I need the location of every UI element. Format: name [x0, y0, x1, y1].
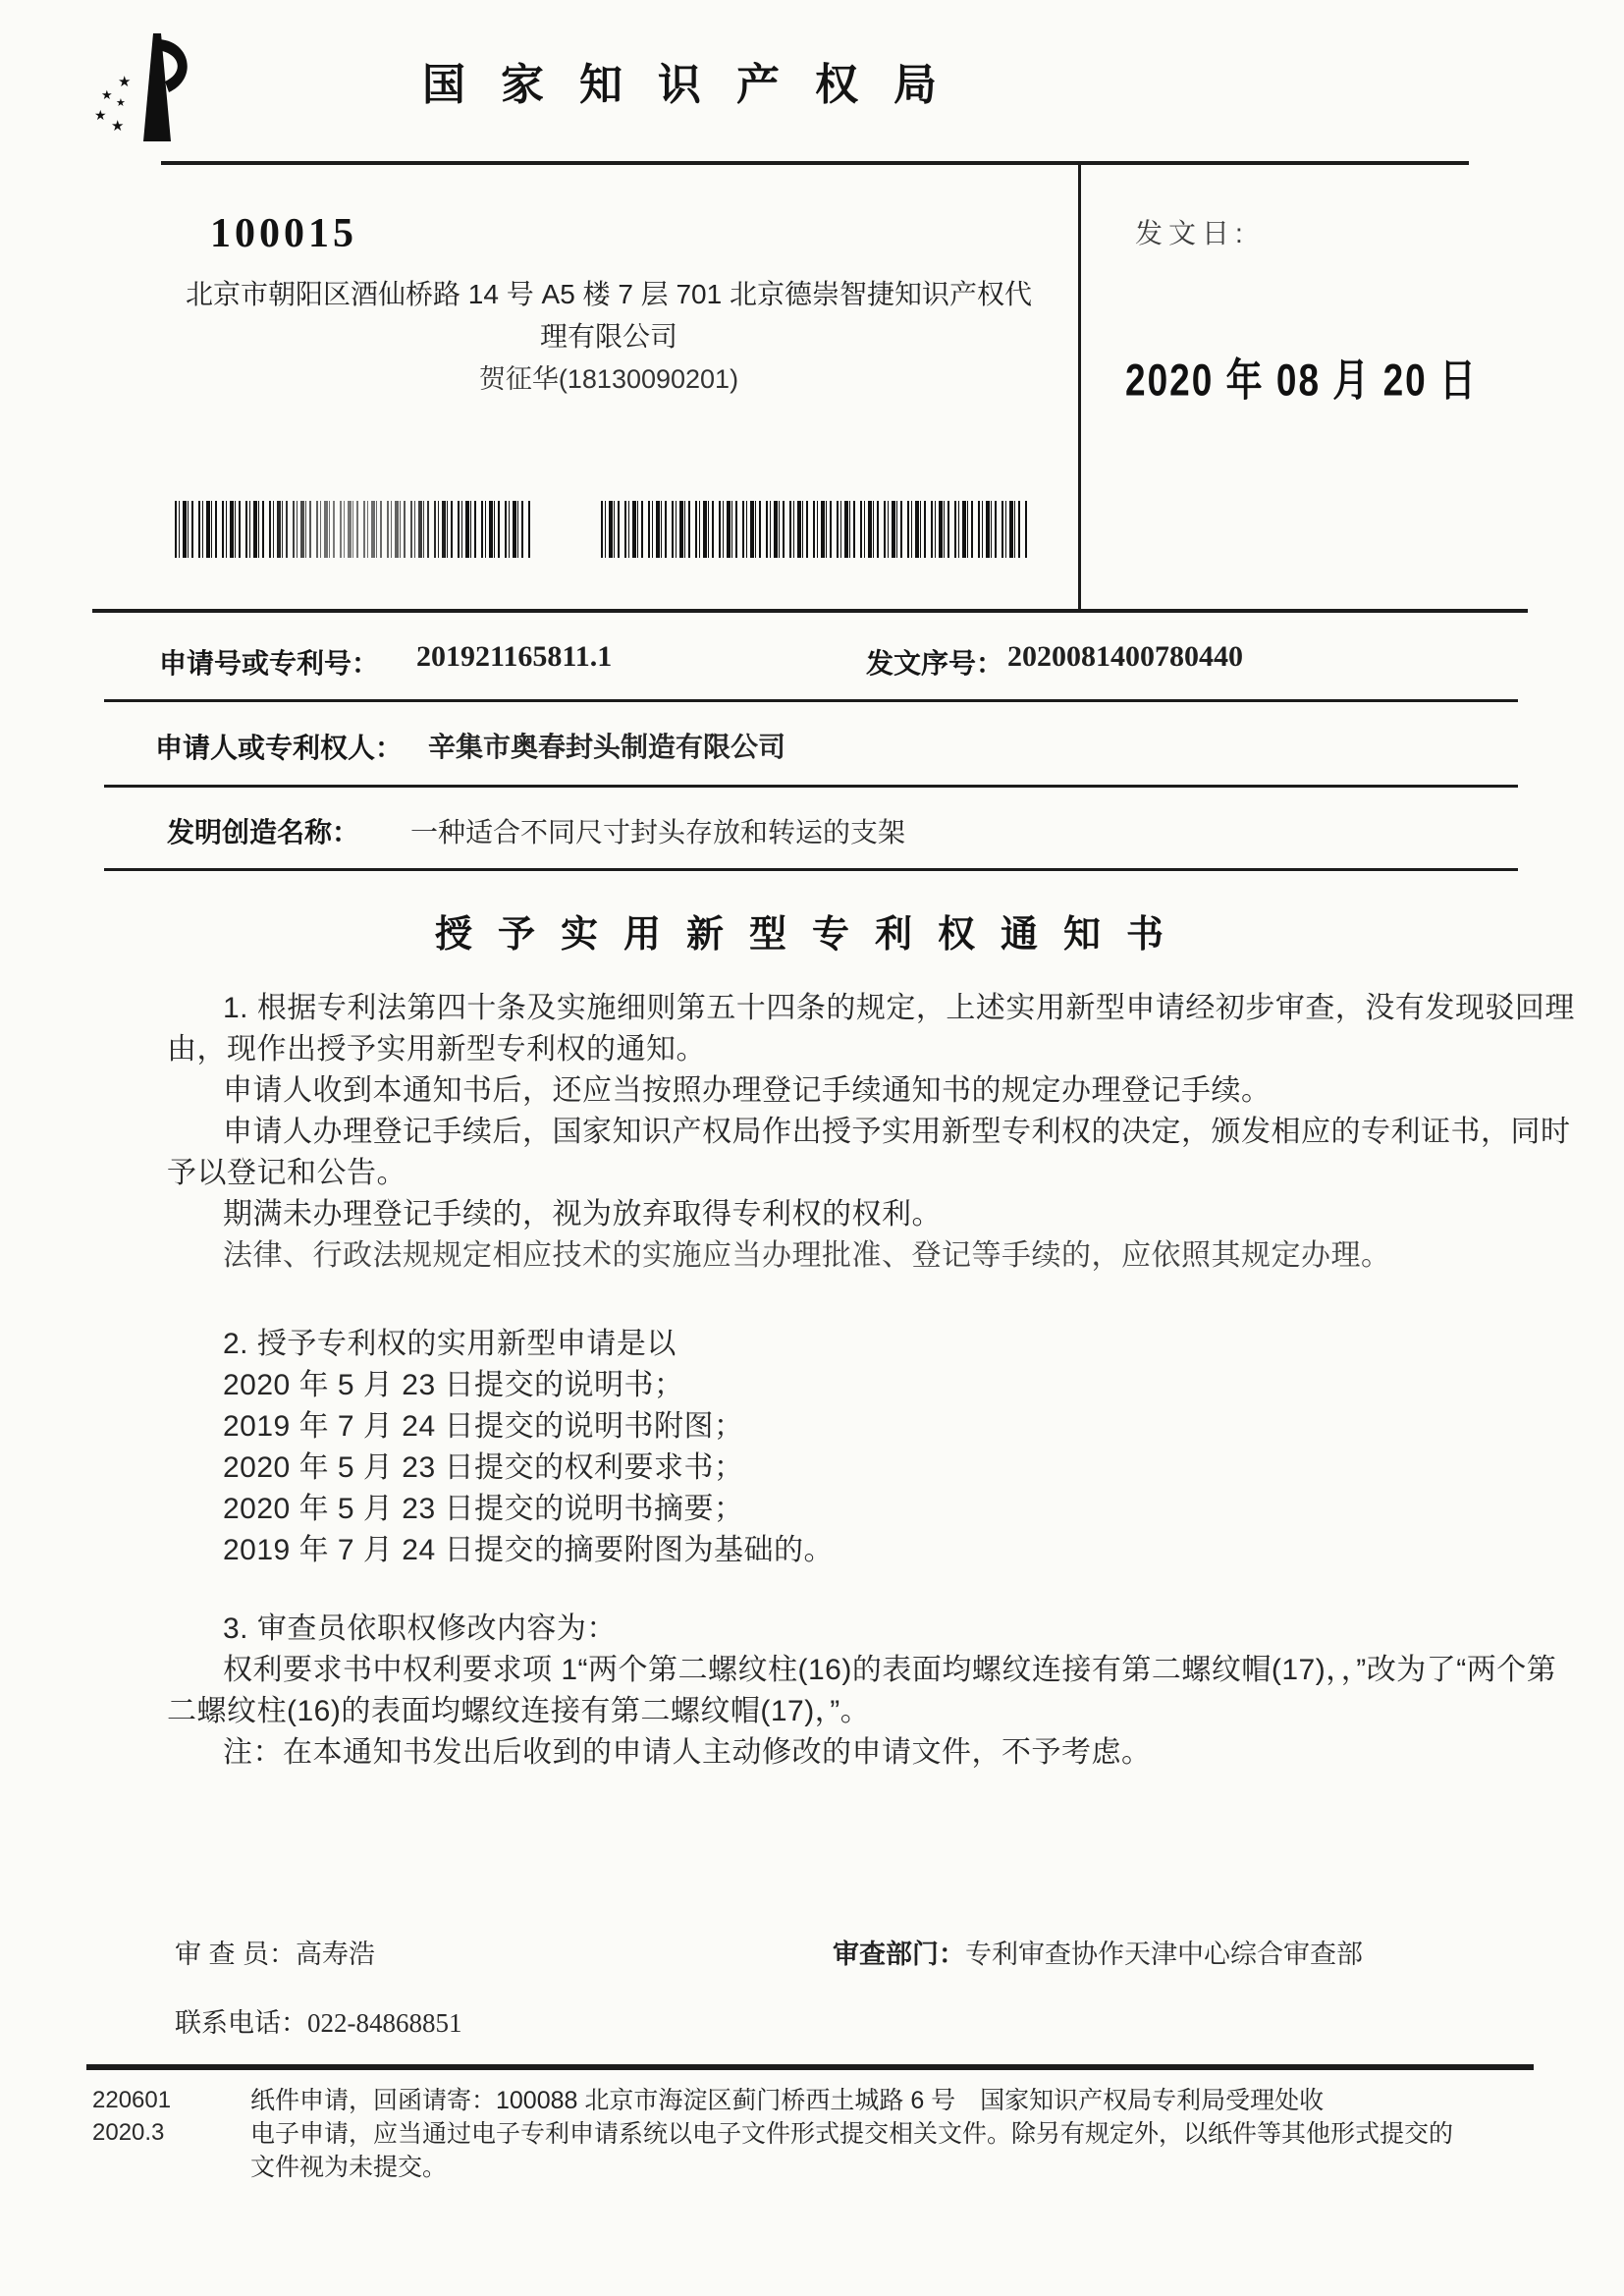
body-line: 期满未办理登记手续的，视为放弃取得专利权的权利。 [223, 1198, 942, 1230]
recipient-line: 贺征华(18130090201) [478, 364, 739, 394]
body-line: 法律、行政法规规定相应技术的实施应当办理批准、登记等手续的，应依照其规定办理。 [223, 1239, 1391, 1272]
footer-code-line: 2020.3 [92, 2119, 165, 2146]
phone-label: 联系电话： [175, 2008, 307, 2038]
invention-title-label: 发明创造名称： [167, 817, 360, 847]
phone-number: 022-84868851 [307, 2008, 462, 2038]
examiner-name: 高寿浩 [296, 1940, 376, 1969]
application-number-label: 申请号或专利号： [159, 648, 380, 679]
header-top-rule [161, 161, 1469, 165]
body-line: 2019 年 7 月 24 日提交的说明书附图； [223, 1410, 744, 1443]
address-line-1: 北京市朝阳区酒仙桥路 14 号 A5 楼 7 层 701 北京德崇智捷知识产权代 [186, 279, 1032, 309]
body-line: 2020 年 5 月 23 日提交的说明书摘要； [223, 1493, 744, 1525]
postal-code: 100015 [210, 211, 357, 256]
examiner-label: 审 查 员： [175, 1940, 297, 1969]
application-number: 201921165811.1 [416, 640, 613, 673]
department-name: 专利审查协作天津中心综合审查部 [965, 1940, 1363, 1969]
footer-note-line: 文件视为未提交。 [250, 2154, 448, 2181]
footer-doc-codes [92, 2084, 171, 2149]
invention-title: 一种适合不同尺寸封头存放和转运的支架 [410, 817, 906, 847]
body-line: 2020 年 5 月 23 日提交的权利要求书； [223, 1451, 744, 1484]
mailing-address [128, 273, 1090, 401]
body-line: 二螺纹柱(16)的表面均螺纹连接有第二螺纹帽(17)，”。 [167, 1695, 871, 1727]
body-line: 1. 根据专利法第四十条及实施细则第五十四条的规定，上述实用新型申请经初步审查，没有发现驳回理 [223, 992, 1575, 1024]
body-line: 予以登记和公告。 [167, 1157, 406, 1189]
body-line: 2020 年 5 月 23 日提交的说明书； [223, 1369, 684, 1401]
phone-row [175, 2001, 462, 2040]
applicant-label: 申请人或专利权人： [155, 733, 404, 763]
body-line: 由，现作出授予实用新型专利权的通知。 [167, 1033, 706, 1066]
row-rule [104, 785, 1518, 788]
footer-note-line: 电子申请，应当通过电子专利申请系统以电子文件形式提交相关文件。除另有规定外，以纸件等其他形式提交的 [250, 2120, 1454, 2148]
star-icon: ★ [101, 87, 113, 102]
agency-title: 国家知识产权局 [422, 61, 972, 109]
star-icon: ★ [116, 97, 126, 109]
body-line: 申请人收到本通知书后，还应当按照办理登记手续通知书的规定办理登记手续。 [223, 1074, 1272, 1107]
footer-note-line: 纸件申请，回函请寄：100088 北京市海淀区蓟门桥西土城路 6 号 国家知识产权局专利局受理处收 [250, 2087, 1325, 2114]
body-line: 注：在本通知书发出后收到的申请人主动修改的申请文件，不予考虑。 [223, 1736, 1152, 1769]
department-label: 审查部门： [833, 1940, 965, 1969]
applicant-name: 辛集市奥春封头制造有限公司 [428, 732, 786, 762]
body-line: 2019 年 7 月 24 日提交的摘要附图为基础的。 [223, 1534, 834, 1566]
notice-body [167, 988, 1575, 1774]
notice-title: 授予实用新型专利权通知书 [434, 914, 1189, 956]
barcode [175, 501, 530, 558]
star-icon: ★ [94, 107, 107, 123]
barcode [601, 501, 1027, 558]
header-bottom-rule [92, 609, 1528, 613]
footer-code-line: 220601 [92, 2087, 172, 2113]
department-row [833, 1933, 1363, 1971]
body-line: 权利要求书中权利要求项 1“两个第二螺纹柱(16)的表面均螺纹连接有第二螺纹帽(17)，，”改为了“两个第 [223, 1654, 1557, 1686]
row-rule [104, 699, 1518, 702]
examiner-row [175, 1933, 375, 1971]
body-line: 3. 审查员依职权修改内容为： [223, 1613, 617, 1645]
serial-number-label: 发文序号： [866, 648, 1004, 679]
address-line-2: 理有限公司 [539, 321, 677, 352]
footer-rule [86, 2064, 1534, 2070]
row-rule [104, 868, 1518, 871]
body-line: 2. 授予专利权的实用新型申请是以 [223, 1328, 677, 1360]
serial-number: 2020081400780440 [1007, 640, 1243, 673]
body-line: 申请人办理登记手续后，国家知识产权局作出授予实用新型专利权的决定，颁发相应的专利证书，同时 [223, 1116, 1571, 1148]
star-icon: ★ [111, 118, 125, 135]
footer-note [250, 2084, 1527, 2184]
star-icon: ★ [118, 74, 132, 90]
dispatch-date-stamp: 2020 年 08 月 20 日 [1125, 355, 1479, 406]
dispatch-date-label: 发文日: [1135, 218, 1249, 248]
